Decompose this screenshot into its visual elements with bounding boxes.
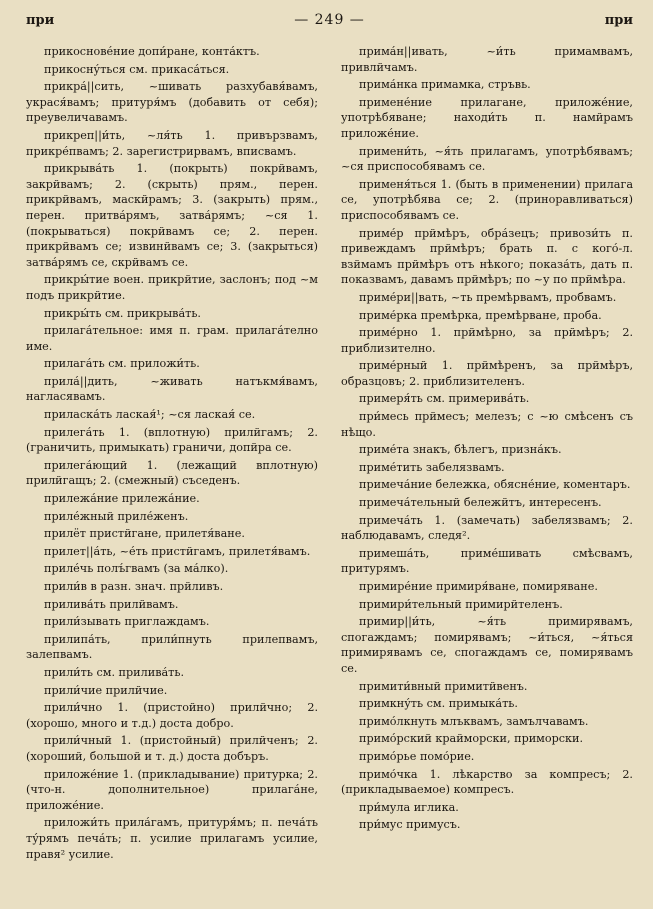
dictionary-entry <box>341 325 637 356</box>
entry-text: примеча́ние бележка, обясне́ние, коментаръ. <box>359 478 631 492</box>
page-number: — 249 — <box>294 12 365 28</box>
dictionary-entry <box>26 407 318 423</box>
entry-text: прилипа́ть, прили́пнуть прилепвамъ, залепвамъ. <box>26 632 322 662</box>
entry-text: примо́рский крайморски, приморски. <box>359 732 584 746</box>
entry-text: прикра́||сить, ~шивать разхубавя́вамъ, украся́вамъ; притуря́мъ (добавить от себя); преувеличавамъ. <box>26 80 322 125</box>
entry-text: приле́чь полъ́гвамъ (за ма́лко). <box>44 562 229 576</box>
entry-text: приласка́ть лаская́¹; ~ся лаская́ се. <box>44 408 256 422</box>
dictionary-entry <box>26 306 318 322</box>
dictionary-entry <box>341 800 633 816</box>
dictionary-entry <box>341 614 637 676</box>
dictionary-entry <box>26 425 322 456</box>
entry-text: примити́вный примитйвенъ. <box>359 679 528 693</box>
dictionary-entry <box>26 683 318 699</box>
entry-text: прикосну́ться см. прикаса́ться. <box>44 62 230 76</box>
dictionary-entry <box>341 95 637 142</box>
dictionary-entry <box>341 817 633 833</box>
entry-text: прикреп||и́ть, ~ля́ть 1. привързвамъ, прикре́пвамъ; 2. зарегистрирвамъ, вписвамъ. <box>26 128 322 158</box>
entry-text: примеча́тельный бележйтъ, интересенъ. <box>359 496 602 510</box>
entry-text: приле́жный приле́женъ. <box>44 509 189 523</box>
dictionary-entry <box>26 161 322 270</box>
right-column <box>341 44 637 864</box>
dictionary-entry <box>26 272 322 303</box>
entry-text: прилега́ть 1. (вплотную) прилйгамъ; 2. (граничить, примыкать) граничи, допйра се. <box>26 425 322 455</box>
entry-text: приме́тить забелязвамъ. <box>359 460 505 474</box>
dictionary-entry <box>341 477 633 493</box>
dictionary-entry <box>341 44 637 75</box>
dictionary-entry <box>26 665 318 681</box>
dictionary-entry <box>26 700 322 731</box>
entry-text: примо́чка 1. лѣкарство за компресъ; 2. (прикладываемое) компресъ. <box>341 767 637 797</box>
dictionary-entry <box>341 579 633 595</box>
dictionary-entry <box>341 144 637 175</box>
dictionary-entry <box>26 733 322 764</box>
entry-text: прикры́ть см. прикрыва́ть. <box>44 306 201 320</box>
dictionary-entry <box>26 767 322 814</box>
dictionary-entry <box>26 614 318 630</box>
entry-text: примеча́ть 1. (замечать) забелязвамъ; 2. наблюдавамъ, следя². <box>341 513 637 543</box>
entry-text: прила́||дить, ~живать натъкмя́вамъ, нагласявамъ. <box>26 374 322 404</box>
dictionary-entry <box>341 460 633 476</box>
dictionary-entry <box>341 308 633 324</box>
entry-text: примо́лкнуть млъквамъ, замълчавамъ. <box>359 714 589 728</box>
page-header <box>26 12 633 34</box>
entry-text: прилёт пристйгане, прилетя́ване. <box>44 527 245 541</box>
entry-text: приме́ри||вать, ~ть премѣрвамъ, пробвамъ. <box>359 290 617 304</box>
dictionary-entry <box>341 290 633 306</box>
left-column <box>26 44 322 864</box>
dictionary-entry <box>341 696 633 712</box>
entry-text: прима́нка примамка, стръвь. <box>359 78 531 92</box>
dictionary-entry <box>341 442 633 458</box>
entry-text: прилага́тельное: имя п. грам. прилага́телно име. <box>26 324 322 353</box>
entry-text: примене́ние прилагане, приложе́ние, употрѣбяване; находи́ть п. намйрамъ приложе́ние. <box>341 95 637 140</box>
entry-text: прили́чный 1. (пристойный) прилйченъ; 2. (хороший, большой и т. д.) доста добъръ. <box>26 734 322 763</box>
entry-text: прилега́ющий 1. (лежащий вплотную) прилйгащъ; 2. (смежный) съседенъ. <box>26 458 322 488</box>
entry-text: примо́рье помо́рие. <box>359 749 475 763</box>
entry-text: прикры́тие воен. прикрйтие, заслонъ; под ~м подъ прикрйтие. <box>26 273 322 302</box>
entry-text: прили́зывать приглаждамъ. <box>44 615 210 629</box>
dictionary-entry <box>26 597 318 613</box>
dictionary-entry <box>341 731 633 747</box>
dictionary-entry <box>26 44 318 60</box>
dictionary-entry <box>26 62 318 78</box>
entry-text: при́мула иглика. <box>359 800 459 814</box>
dictionary-entry <box>341 177 637 224</box>
entry-text: примеря́ть см. примерива́ть. <box>359 392 530 406</box>
entry-text: прили́ть см. прилива́ть. <box>44 665 184 679</box>
entry-text: приме́рка премѣрка, премѣрване, проба. <box>359 308 602 322</box>
dictionary-entry <box>341 767 637 798</box>
entry-text: прили́в в разн. знач. прйливъ. <box>44 580 224 593</box>
dictionary-entry <box>26 79 322 126</box>
entry-text: применя́ться 1. (быть в применении) прилага се, употрѣбява се; 2. (приноравливаться) приспособявамъ се. <box>341 177 637 222</box>
entry-text: прикоснове́ние допи́ране, конта́ктъ. <box>44 45 260 58</box>
dictionary-entry <box>26 579 318 595</box>
dictionary-entry <box>341 546 637 577</box>
dictionary-entry <box>341 513 637 544</box>
dictionary-entry <box>341 749 633 765</box>
entry-text: примир||и́ть, ~я́ть примирявамъ, спогаждамъ; помирявамъ; ~и́ться, ~я́ться примирявамъ се, спогаждамъ се, помирявамъ се. <box>341 615 637 675</box>
entry-text: примеша́ть, приме́шивать смѣсвамъ, притурямъ. <box>341 546 637 576</box>
entry-text: прилежа́ние прилежа́ние. <box>44 492 200 506</box>
dictionary-entry <box>26 458 322 489</box>
dictionary-entry <box>26 544 318 560</box>
dictionary-entry <box>26 561 318 577</box>
entry-text: приме́та знакъ, бѣлегъ, призна́къ. <box>359 443 562 457</box>
entry-text: примени́ть, ~я́ть прилагамъ, употрѣбявамъ; ~ся приспособявамъ се. <box>341 144 637 174</box>
dictionary-entry <box>341 358 637 389</box>
dictionary-entry <box>341 495 633 511</box>
entry-text: прили́чно 1. (пристойно) прилйчно; 2. (хорошо, много и т.д.) доста добро. <box>26 701 322 730</box>
entry-text: приме́рный 1. прймѣренъ, за прймѣръ, образцовъ; 2. приблизителенъ. <box>341 359 637 388</box>
entry-text: примири́тельный примирйтеленъ. <box>359 597 563 611</box>
entry-text: прилага́ть см. приложи́ть. <box>44 357 200 371</box>
entry-text: прилива́ть прилйвамъ. <box>44 597 179 611</box>
dictionary-entry <box>26 491 318 507</box>
dictionary-entry <box>26 323 322 354</box>
dictionary-entry <box>26 632 322 663</box>
entry-text: примкну́ть см. примыка́ть. <box>359 697 518 711</box>
entry-text: приложи́ть прила́гамъ, притуря́мъ; п. печа́ть ту́рямъ печа́ть; п. усилие прилагамъ усилие, правя² усилие. <box>26 816 322 861</box>
dictionary-entry <box>341 597 633 613</box>
dictionary-entry <box>341 391 633 407</box>
header-guide-word-left: при <box>26 13 55 28</box>
entry-text: приложе́ние 1. (прикладывание) притурка; 2. (что-н. дополнительное) прилага́не, приложе́ние. <box>26 767 322 812</box>
entry-text: прикрыва́ть 1. (покрыть) покрйвамъ, закрйвамъ; 2. (скрыть) прям., перен. прикрйвамъ, маскйрамъ; 3. (закрыть) прям., перен. притва́рямъ, затва́рямъ; ~ся 1. (покрываться) покрйвамъ се; 2. перен. прикрйвамъ се; извинйвамъ се; 3. (закрыться) затва́рямъ се, скрйвамъ се. <box>26 162 322 269</box>
dictionary-entry <box>26 815 322 862</box>
entry-text: при́месь прймесъ; мелезъ; с ~ю смѣсенъ съ нѣщо. <box>341 410 637 439</box>
dictionary-entry <box>26 356 318 372</box>
header-guide-word-right: при <box>604 13 633 28</box>
entry-text: прили́чие прилйчие. <box>44 683 168 697</box>
entry-text: прилет||а́ть, ~е́ть пристйгамъ, прилетя́вамъ. <box>44 544 311 558</box>
entry-text: примире́ние примиря́ване, помиряване. <box>359 580 598 593</box>
entry-columns <box>26 44 637 864</box>
dictionary-entry <box>341 714 633 730</box>
dictionary-entry <box>26 374 322 405</box>
dictionary-entry <box>341 679 633 695</box>
dictionary-entry <box>341 409 637 440</box>
dictionary-entry <box>26 509 318 525</box>
entry-text: прима́н||ивать, ~и́ть примамвамъ, привлйчамъ. <box>341 45 637 74</box>
dictionary-entry <box>26 128 322 159</box>
entry-text: при́мус примусъ. <box>359 818 461 832</box>
dictionary-entry <box>341 226 637 288</box>
entry-text: приме́р прймѣръ, обра́зецъ; привози́ть п. привеждамъ прймѣръ; брать п. с кого́-л. взймамъ прймѣръ отъ нѣкого; показа́ть, дать п. показвамъ, давамъ прймѣръ; по ~у по прймѣра. <box>341 226 637 287</box>
dictionary-entry <box>341 77 633 93</box>
dictionary-entry <box>26 526 318 542</box>
entry-text: приме́рно 1. прймѣрно, за прймѣръ; 2. приблизително. <box>341 326 637 355</box>
